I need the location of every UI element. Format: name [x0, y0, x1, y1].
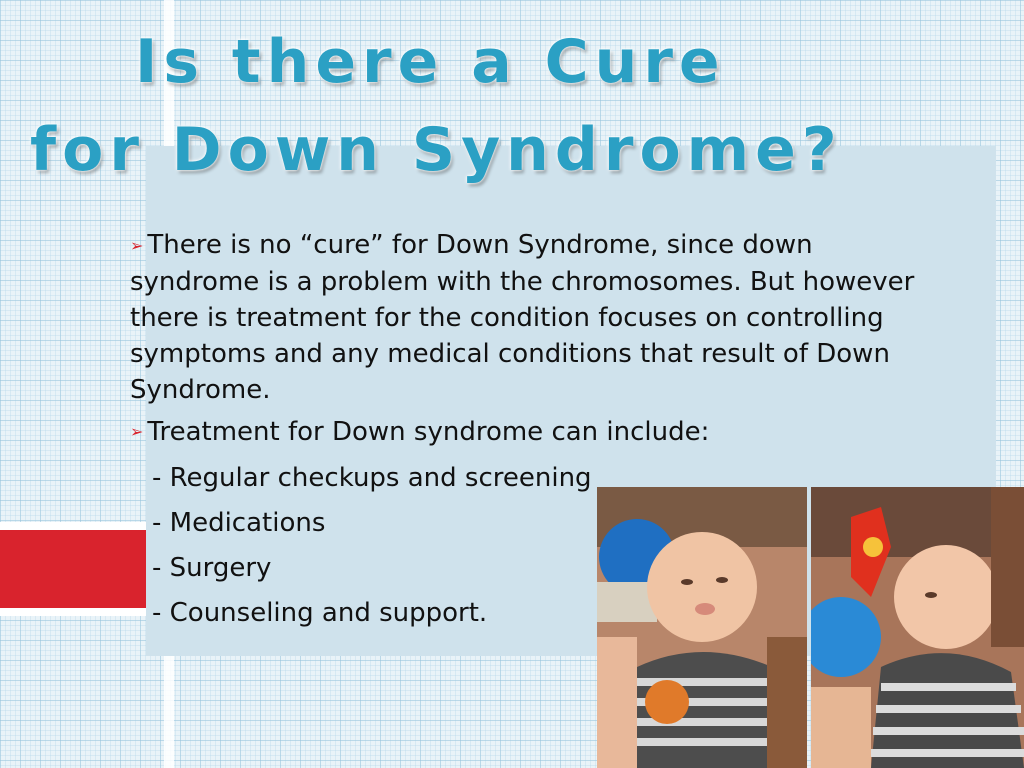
arrow-bullet-icon: ➢ — [130, 235, 144, 255]
baby-photo-left — [597, 487, 807, 768]
treatment-item: - Surgery — [152, 553, 272, 583]
treatment-item: - Medications — [152, 508, 326, 538]
arrow-bullet-icon: ➢ — [130, 422, 144, 441]
slide-title — [30, 18, 850, 194]
title-line-2: for Down Syndrome? — [30, 115, 843, 185]
treatment-item: - Counseling and support. — [152, 598, 488, 628]
treatment-item: - Regular checkups and screening — [152, 463, 592, 493]
title-line-1: Is there a Cure — [135, 27, 726, 97]
red-accent-band — [0, 522, 146, 616]
bullet-item — [130, 414, 950, 451]
bullet-text: There is no “cure” for Down Syndrome, since down syndrome is a problem with the chromosomes. But however there is treatment for the condition focuses on controlling symptoms and any medical conditions that result of Down Syndrome. — [130, 230, 915, 405]
baby-photo-right — [811, 487, 1024, 768]
bullet-text: Treatment for Down syndrome can include: — [147, 416, 710, 447]
bullet-item — [130, 227, 950, 408]
